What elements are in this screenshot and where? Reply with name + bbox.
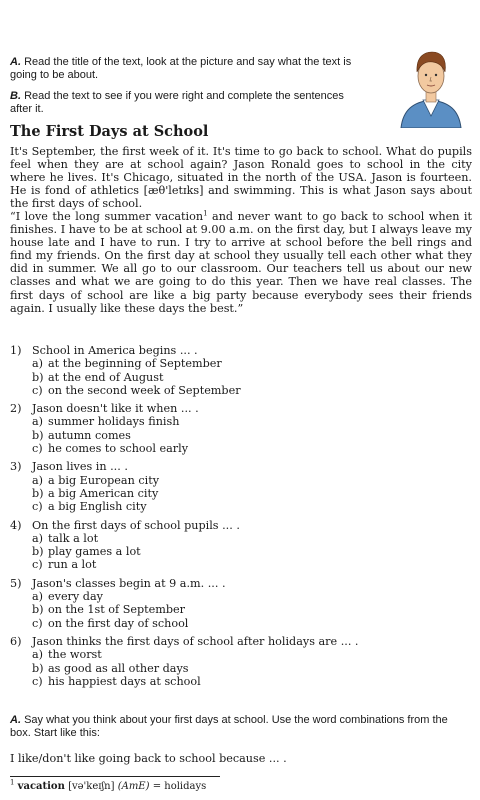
footnote-number: 1 [10, 778, 15, 787]
task-b-letter: B. [10, 90, 21, 102]
question-number: 4) [10, 518, 22, 532]
question-item [10, 519, 470, 572]
answer-option: a) at the beginning of September [32, 357, 222, 371]
footnote [10, 778, 207, 792]
answer-option: b) as good as all other days [32, 661, 189, 675]
paragraph-2-start: “I love the long summer vacation [10, 210, 204, 224]
answer-option: b) play games a lot [32, 545, 141, 559]
answer-option: a) a big European city [32, 473, 160, 487]
task-c-letter: A. [10, 714, 21, 726]
text-title: The First Days at School [10, 123, 209, 140]
answer-option: c) a big English city [32, 500, 147, 514]
answer-option: b) at the end of August [32, 370, 164, 384]
question-stem: School in America begins ... . [32, 344, 198, 357]
question-item [10, 460, 470, 513]
question-number: 1) [10, 344, 22, 357]
starter-sentence: I like/don't like going back to school because ... . [10, 752, 287, 765]
task-c [10, 714, 470, 740]
footnote-meaning: = holidays [152, 781, 207, 792]
question-item [10, 402, 470, 455]
question-stem: Jason's classes begin at 9 a.m. ... . [32, 576, 226, 590]
answer-option: a) summer holidays finish [32, 415, 180, 429]
question-item [10, 344, 470, 397]
boy-portrait-illustration [395, 44, 467, 128]
question-number: 6) [10, 634, 22, 648]
footnote-region: (AmE) [117, 781, 150, 792]
task-a-text: Read the title of the text, look at the picture and say what the text is going to be about. [10, 56, 352, 81]
question-stem: Jason doesn't like it when ... . [32, 402, 199, 416]
question-stem: Jason lives in ... . [32, 460, 128, 474]
answer-option: b) autumn comes [32, 428, 131, 442]
question-stem: Jason thinks the first days of school after holidays are ... . [32, 634, 359, 648]
answer-option: a) every day [32, 590, 103, 604]
question-number: 3) [10, 460, 22, 474]
reading-text [10, 145, 472, 315]
task-b-text: Read the text to see if you were right and complete the sentences after it. [10, 90, 344, 115]
answer-option: c) on the second week of September [32, 383, 241, 397]
answer-option: b) on the 1st of September [32, 603, 186, 617]
question-item [10, 577, 470, 630]
answer-option: a) talk a lot [32, 531, 99, 545]
paragraph-2 [10, 210, 472, 314]
answer-option: c) on the first day of school [32, 616, 189, 630]
task-b [10, 90, 355, 116]
footnote-transcription: [və'keɪʃn] [68, 781, 115, 792]
answer-option: c) his happiest days at school [32, 674, 201, 688]
footnote-mark: 1 [203, 209, 208, 218]
paragraph-2-rest: and never want to go back to school when it finishes. I have to be at school at 9.00 a.m. on the first day, but I always leave my house late and I have to run. I try to arrive at school before the bell rings and find my friends. On the first day at school they usually tell each other what they did in summer. We all go to our classroom. Our teachers tell us about our new classes and what we are going to do this year. Then we have real classes. The first days of school are like a big party because everybody sees their friends again. I usually like these days the best.” [10, 210, 472, 315]
answer-option: b) a big American city [32, 486, 159, 500]
answer-option: c) run a lot [32, 558, 97, 572]
task-c-text: Say what you think about your first days at school. Use the word combinations from the box. Start like this: [10, 714, 448, 739]
paragraph-1: It's September, the first week of it. It's time to go back to school. What do pupils feel when they are at school again? Jason Ronald goes to school in the city where he lives. It's Chicago, situated in the north of the USA. Jason is fourteen. He is fond of athletics [æθ'letɪks] and swimming. This is what Jason says about the first days of school. [10, 145, 472, 211]
question-number: 2) [10, 402, 22, 416]
question-item [10, 635, 470, 688]
answer-option: a) the worst [32, 648, 102, 662]
questions-list [10, 344, 470, 693]
question-stem: On the first days of school pupils ... . [32, 518, 240, 532]
task-a-letter: A. [10, 56, 21, 68]
footnote-word: vacation [17, 781, 65, 792]
task-a [10, 56, 355, 82]
footnote-divider [10, 776, 220, 777]
answer-option: c) he comes to school early [32, 442, 189, 456]
question-number: 5) [10, 576, 22, 590]
